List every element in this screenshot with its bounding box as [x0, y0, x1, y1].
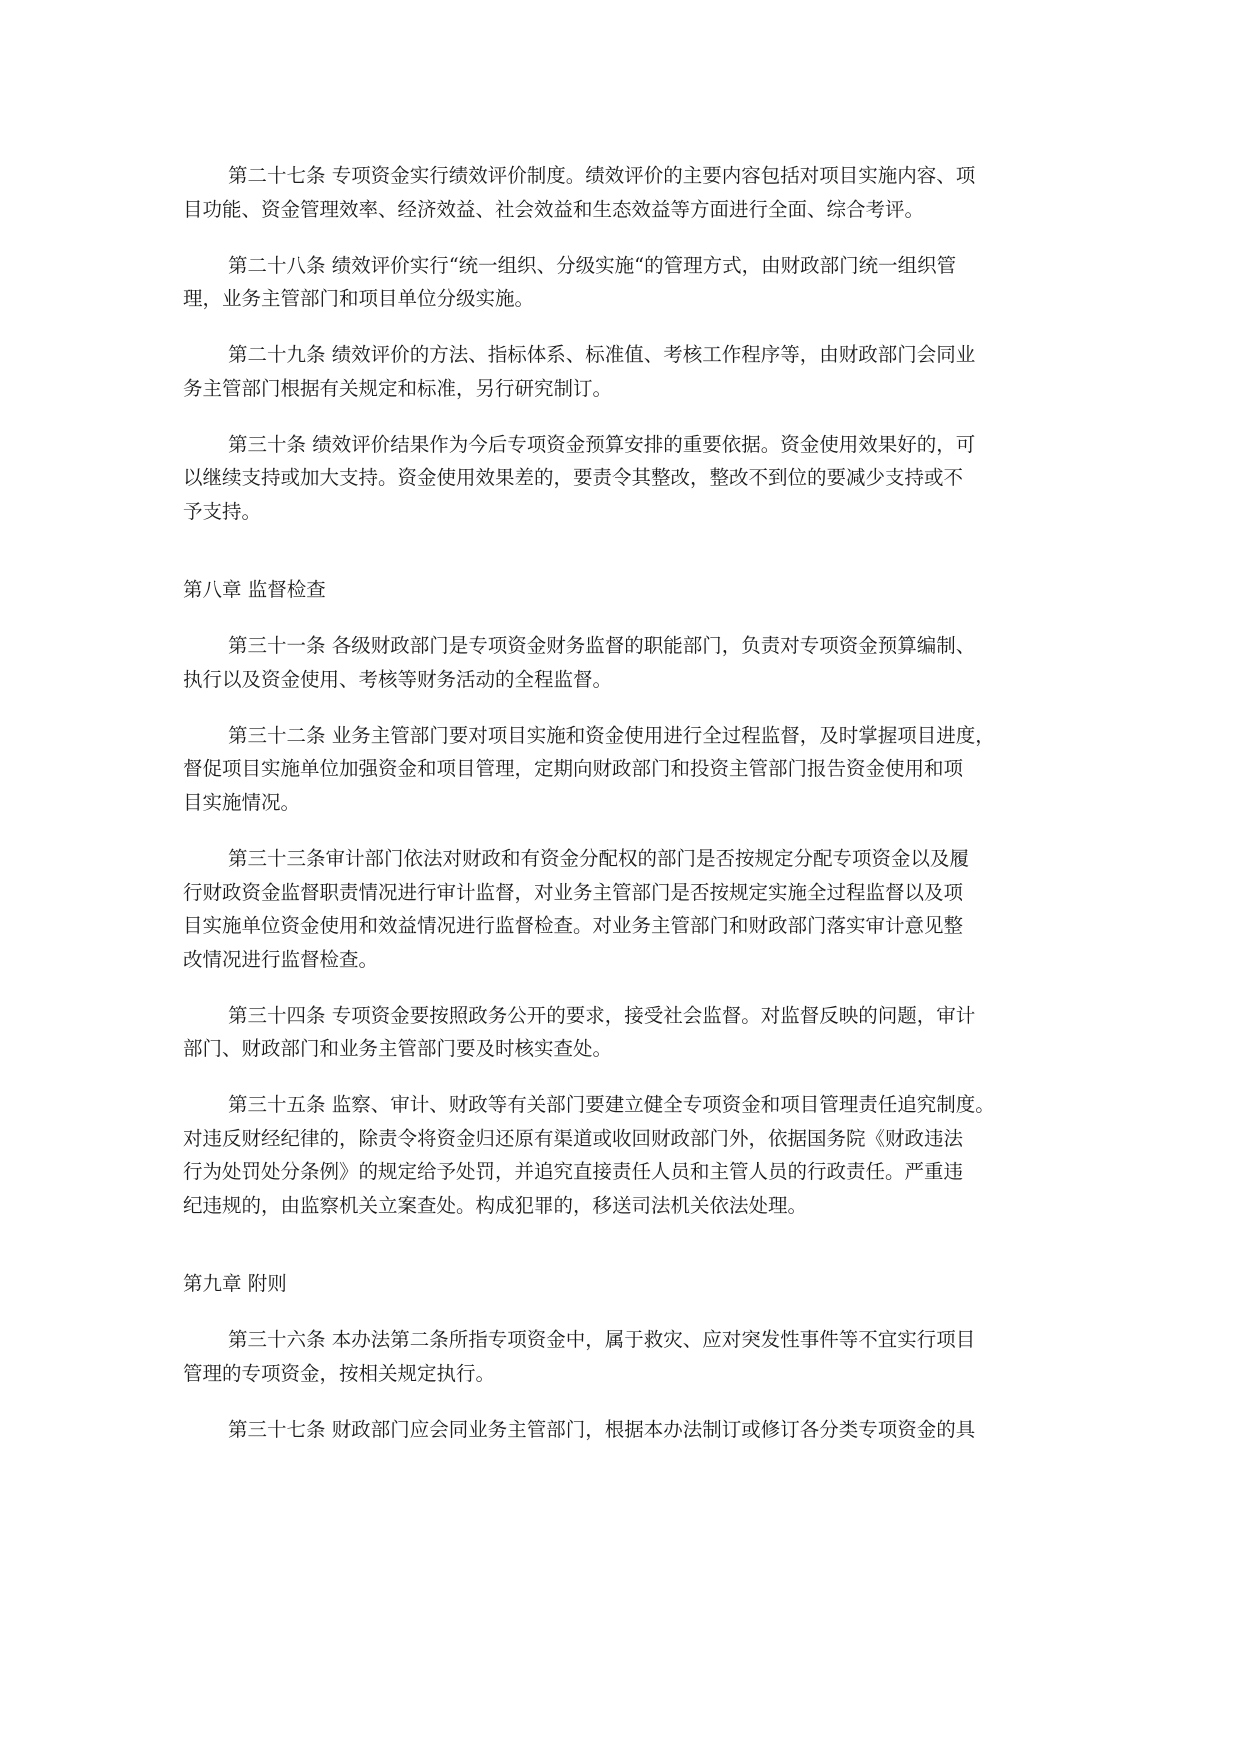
text-line: 务主管部门根据有关规定和标准，另行研究制订。	[183, 377, 613, 400]
text-line: 以继续支持或加大支持。资金使用效果差的，要责令其整改，整改不到位的要减少支持或不	[183, 466, 964, 489]
text-line: 第三十三条审计部门依法对财政和有资金分配权的部门是否按规定分配专项资金以及履	[228, 847, 970, 870]
text-line: 执行以及资金使用、考核等财务活动的全程监督。	[183, 668, 613, 691]
text-line: 第三十一条 各级财政部门是专项资金财务监督的职能部门，负责对专项资金预算编制、	[228, 634, 976, 657]
text-line: 予支持。	[183, 500, 262, 523]
text-line: 第三十六条 本办法第二条所指专项资金中，属于救灾、应对突发性事件等不宜实行项目	[228, 1328, 976, 1351]
text-line: 目功能、资金管理效率、经济效益、社会效益和生态效益等方面进行全面、综合考评。	[183, 198, 925, 221]
chapter-heading: 第九章 附则	[183, 1272, 287, 1295]
text-line: 第二十七条 专项资金实行绩效评价制度。绩效评价的主要内容包括对项目实施内容、项	[228, 164, 976, 187]
text-line: 行为处罚处分条例》的规定给予处罚，并追究直接责任人员和主管人员的行政责任。严重违	[183, 1160, 964, 1183]
text-line: 第三十二条 业务主管部门要对项目实施和资金使用进行全过程监督，及时掌握项目进度，	[228, 724, 995, 747]
text-line: 第三十条 绩效评价结果作为今后专项资金预算安排的重要依据。资金使用效果好的，可	[228, 433, 976, 456]
text-line: 督促项目实施单位加强资金和项目管理，定期向财政部门和投资主管部门报告资金使用和项	[183, 757, 964, 780]
text-line: 纪违规的，由监察机关立案查处。构成犯罪的，移送司法机关依法处理。	[183, 1194, 808, 1217]
text-line: 第二十九条 绩效评价的方法、指标体系、标准值、考核工作程序等，由财政部门会同业	[228, 343, 976, 366]
text-line: 第三十七条 财政部门应会同业务主管部门，根据本办法制订或修订各分类专项资金的具	[228, 1418, 976, 1441]
text-line: 改情况进行监督检查。	[183, 948, 379, 971]
text-line: 目实施单位资金使用和效益情况进行监督检查。对业务主管部门和财政部门落实审计意见整	[183, 914, 964, 937]
text-line: 目实施情况。	[183, 791, 301, 814]
text-line: 理，业务主管部门和项目单位分级实施。	[183, 287, 535, 310]
text-line: 第三十四条 专项资金要按照政务公开的要求，接受社会监督。对监督反映的问题，审计	[228, 1004, 976, 1027]
text-line: 部门、财政部门和业务主管部门要及时核实查处。	[183, 1037, 613, 1060]
text-line: 对违反财经纪律的，除责令将资金归还原有渠道或收回财政部门外，依据国务院《财政违法	[183, 1127, 964, 1150]
text-line: 第三十五条 监察、审计、财政等有关部门要建立健全专项资金和项目管理责任追究制度。	[228, 1093, 995, 1116]
text-line: 管理的专项资金，按相关规定执行。	[183, 1362, 496, 1385]
chapter-heading: 第八章 监督检查	[183, 578, 326, 601]
text-line: 第二十八条 绩效评价实行“统一组织、分级实施“的管理方式，由财政部门统一组织管	[228, 254, 957, 277]
text-line: 行财政资金监督职责情况进行审计监督，对业务主管部门是否按规定实施全过程监督以及项	[183, 881, 964, 904]
